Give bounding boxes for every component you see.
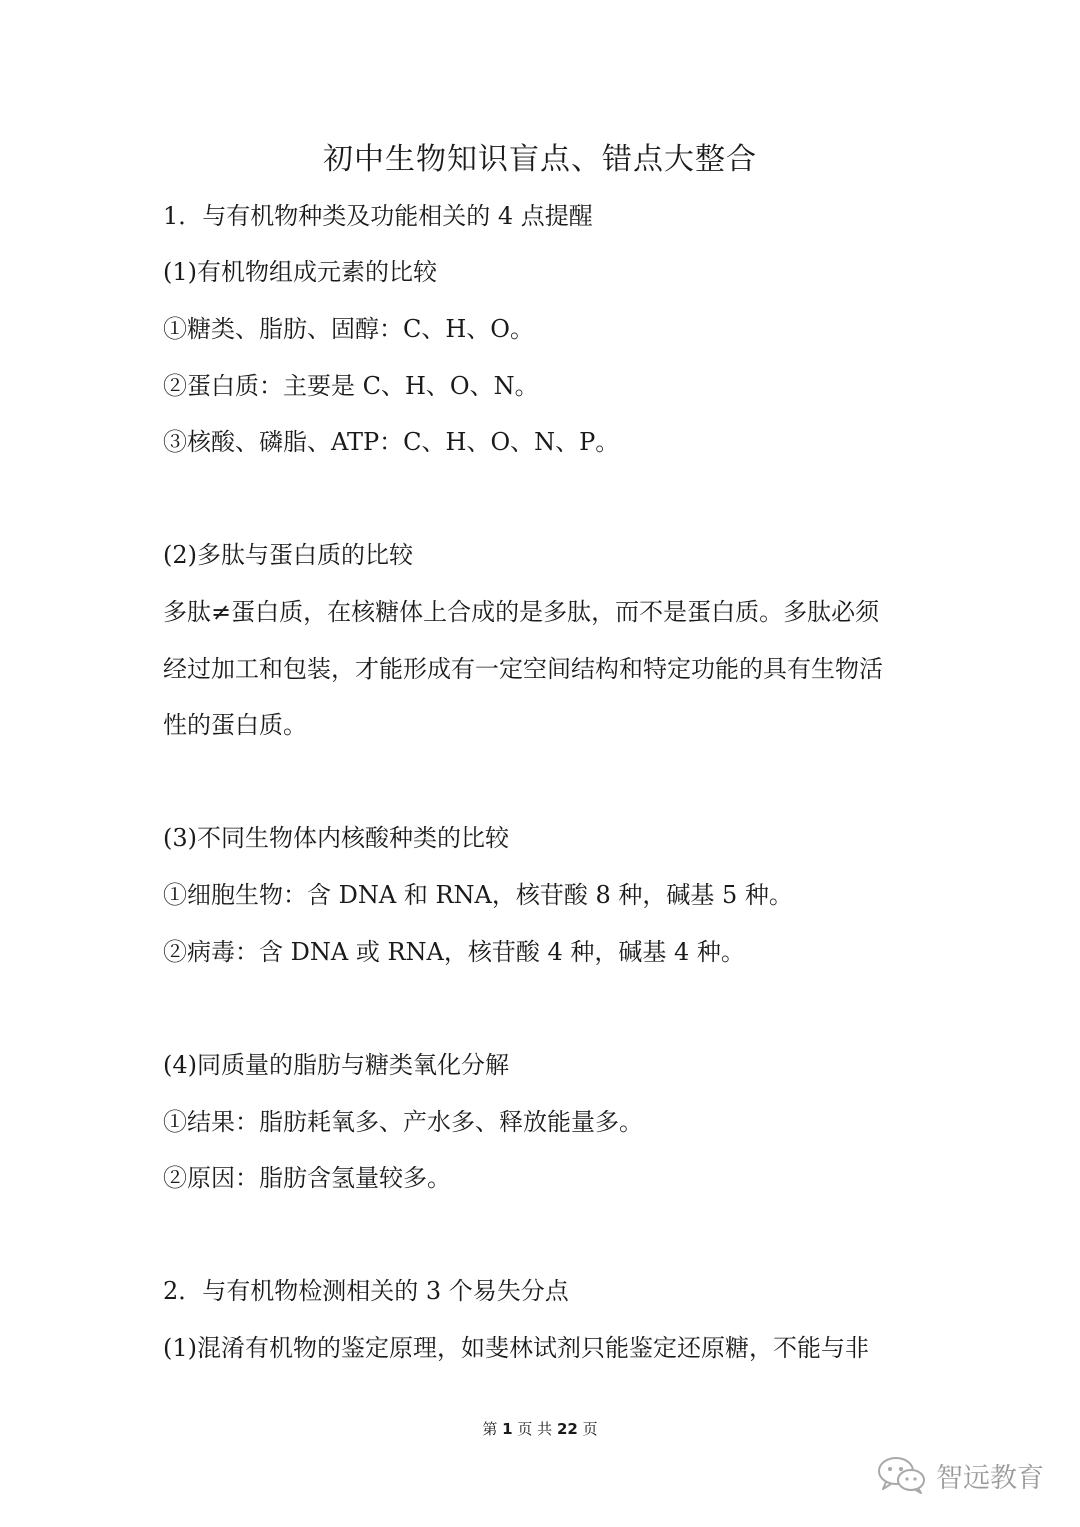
list-item: ①结果：脂肪耗氧多、产水多、释放能量多。 [163, 1108, 643, 1136]
subsection-heading: (1)有机物组成元素的比较 [163, 258, 437, 286]
watermark [876, 1455, 1044, 1495]
list-item: ②病毒：含 DNA 或 RNA，核苷酸 4 种，碱基 4 种。 [163, 938, 745, 966]
page-footer [0, 1418, 1080, 1440]
footer-middle: 页 共 [517, 1420, 553, 1438]
paragraph-line: 性的蛋白质。 [163, 711, 307, 739]
wechat-icon [876, 1455, 928, 1495]
list-item: ③核酸、磷脂、ATP：C、H、O、N、P。 [163, 428, 620, 456]
footer-prefix: 第 [482, 1420, 498, 1438]
subsection-heading: (2)多肽与蛋白质的比较 [163, 541, 413, 569]
paragraph-line: 经过加工和包装，才能形成有一定空间结构和特定功能的具有生物活 [163, 655, 883, 683]
document-title: 初中生物知识盲点、错点大整合 [323, 142, 757, 177]
footer-suffix: 页 [582, 1420, 598, 1438]
subsection-heading: (4)同质量的脂肪与糖类氧化分解 [163, 1051, 509, 1079]
paragraph-line: (1)混淆有机物的鉴定原理，如斐林试剂只能鉴定还原糖，不能与非 [163, 1334, 869, 1362]
footer-total-pages: 22 [556, 1420, 578, 1438]
section-heading-1: 1．与有机物种类及功能相关的 4 点提醒 [163, 202, 593, 230]
list-item: ①细胞生物：含 DNA 和 RNA，核苷酸 8 种，碱基 5 种。 [163, 881, 793, 909]
paragraph-line: 多肽≠蛋白质，在核糖体上合成的是多肽，而不是蛋白质。多肽必须 [163, 598, 880, 626]
footer-page-number: 1 [502, 1420, 513, 1438]
section-heading-2: 2．与有机物检测相关的 3 个易失分点 [163, 1277, 569, 1305]
list-item: ②蛋白质：主要是 C、H、O、N。 [163, 372, 539, 400]
watermark-text: 智远教育 [936, 1462, 1044, 1494]
list-item: ②原因：脂肪含氢量较多。 [163, 1164, 451, 1192]
subsection-heading: (3)不同生物体内核酸种类的比较 [163, 824, 509, 852]
list-item: ①糖类、脂肪、固醇：C、H、O。 [163, 315, 534, 343]
